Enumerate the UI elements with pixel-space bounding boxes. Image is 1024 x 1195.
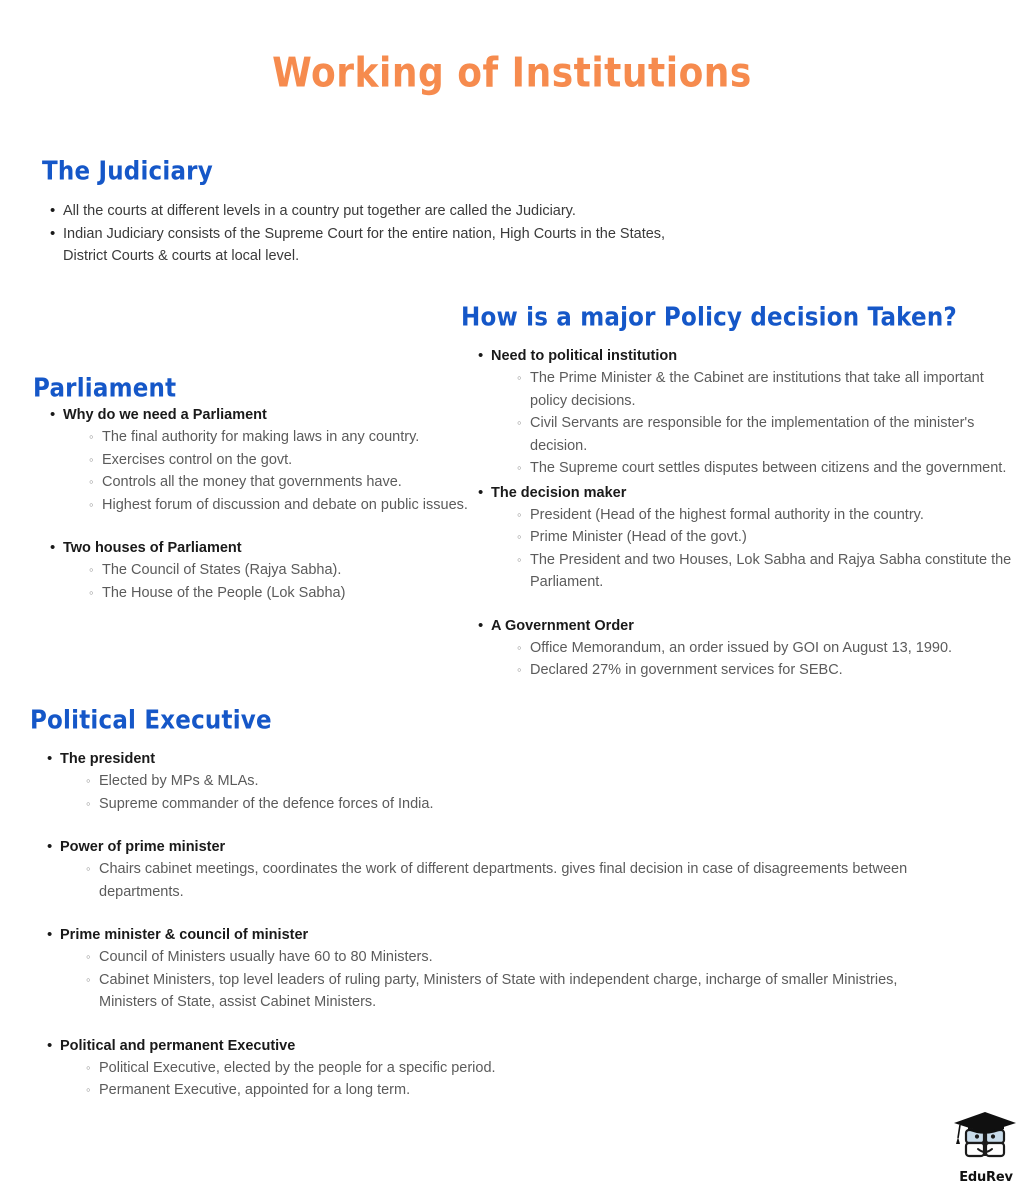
section-heading-judiciary: The Judiciary [42,157,213,187]
section-body-political-executive [47,749,937,1102]
group-label: • A Government Order [491,617,634,634]
sub-list [491,367,1013,480]
edurev-wordmark: EduRev [959,1170,1013,1185]
section-body-policy-decision [478,346,1013,682]
political-executive-group-list [47,749,937,1102]
group-label: • Two houses of Parliament [63,540,242,556]
list-item: ◦ The Supreme court settles disputes between citizens and the government. [517,457,1013,480]
list-item: ◦ Highest forum of discussion and debate on public issues. [89,494,470,517]
list-item: ◦ Council of Ministers usually have 60 to 80 Ministers. [86,946,937,969]
list-item [50,538,470,604]
graduation-cap-book-icon [948,1108,1024,1170]
list-item: • Indian Judiciary consists of the Supreme Court for the entire nation, High Courts in the States, District Courts & courts at local level. [50,223,690,268]
list-item [47,749,937,815]
list-item: ◦ The Council of States (Rajya Sabha). [89,559,470,582]
list-item: ◦ The President and two Houses, Lok Sabha and Rajya Sabha constitute the Parliament. [517,549,1013,594]
list-item: ◦ The House of the People (Lok Sabha) [89,582,470,605]
policy-group-list [478,346,1013,682]
list-item: ◦ Cabinet Ministers, top level leaders of ruling party, Ministers of State with independent charge, incharge of smaller Ministries, Ministers of State, assist Cabinet Ministers. [86,969,937,1014]
list-item [478,483,1013,594]
list-item: ◦ The final authority for making laws in any country. [89,426,470,449]
sub-list [491,637,1013,682]
section-heading-parliament: Parliament [33,374,177,404]
list-item: ◦ President (Head of the highest formal authority in the country. [517,504,1013,527]
sub-list [63,426,470,516]
sub-list [60,770,937,815]
sub-list [63,559,470,604]
sub-list [60,1057,937,1102]
list-item [47,925,937,1014]
list-item [50,405,470,516]
section-body-judiciary [50,200,690,268]
group-label: • Prime minister & council of minister [60,927,309,943]
list-item [47,837,937,903]
page-title: Working of Institutions [272,50,752,97]
group-label: • The decision maker [491,484,627,501]
group-label: • Power of prime minister [60,839,226,855]
sub-list [60,946,937,1014]
list-item: ◦ Civil Servants are responsible for the implementation of the minister's decision. [517,412,1013,457]
list-item: ◦ Declared 27% in government services for SEBC. [517,659,1013,682]
group-label: • Need to political institution [491,348,678,364]
list-item: ◦ Elected by MPs & MLAs. [86,770,937,793]
section-body-parliament [50,405,470,604]
sub-list [491,504,1013,594]
group-label: • The president [60,751,156,767]
list-item: ◦ Supreme commander of the defence forces of India. [86,793,937,816]
list-item: ◦ Permanent Executive, appointed for a long term. [86,1079,937,1102]
list-item: ◦ Office Memorandum, an order issued by GOI on August 13, 1990. [517,637,1013,660]
section-heading-political-executive: Political Executive [30,706,272,736]
group-label: • Political and permanent Executive [60,1037,296,1054]
list-item: ◦ Chairs cabinet meetings, coordinates the work of different departments. gives final decision in case of disagreements between departments. [86,858,937,903]
list-item [47,1036,937,1102]
judiciary-bullet-list [50,200,690,268]
list-item: ◦ Exercises control on the govt. [89,449,470,472]
section-heading-policy-decision: How is a major Policy decision Taken? [461,303,957,333]
list-item: ◦ Political Executive, elected by the people for a specific period. [86,1057,937,1080]
list-item: • All the courts at different levels in a country put together are called the Judiciary. [50,200,690,223]
list-item [478,616,1013,682]
list-item: ◦ Controls all the money that governments have. [89,471,470,494]
sub-list [60,858,937,903]
parliament-group-list [50,405,470,604]
list-item: ◦ Prime Minister (Head of the govt.) [517,526,1013,549]
list-item [478,346,1013,480]
group-label: • Why do we need a Parliament [63,407,267,423]
list-item: ◦ The Prime Minister & the Cabinet are institutions that take all important policy decisions. [517,367,1013,412]
edurev-logo [948,1108,1024,1192]
